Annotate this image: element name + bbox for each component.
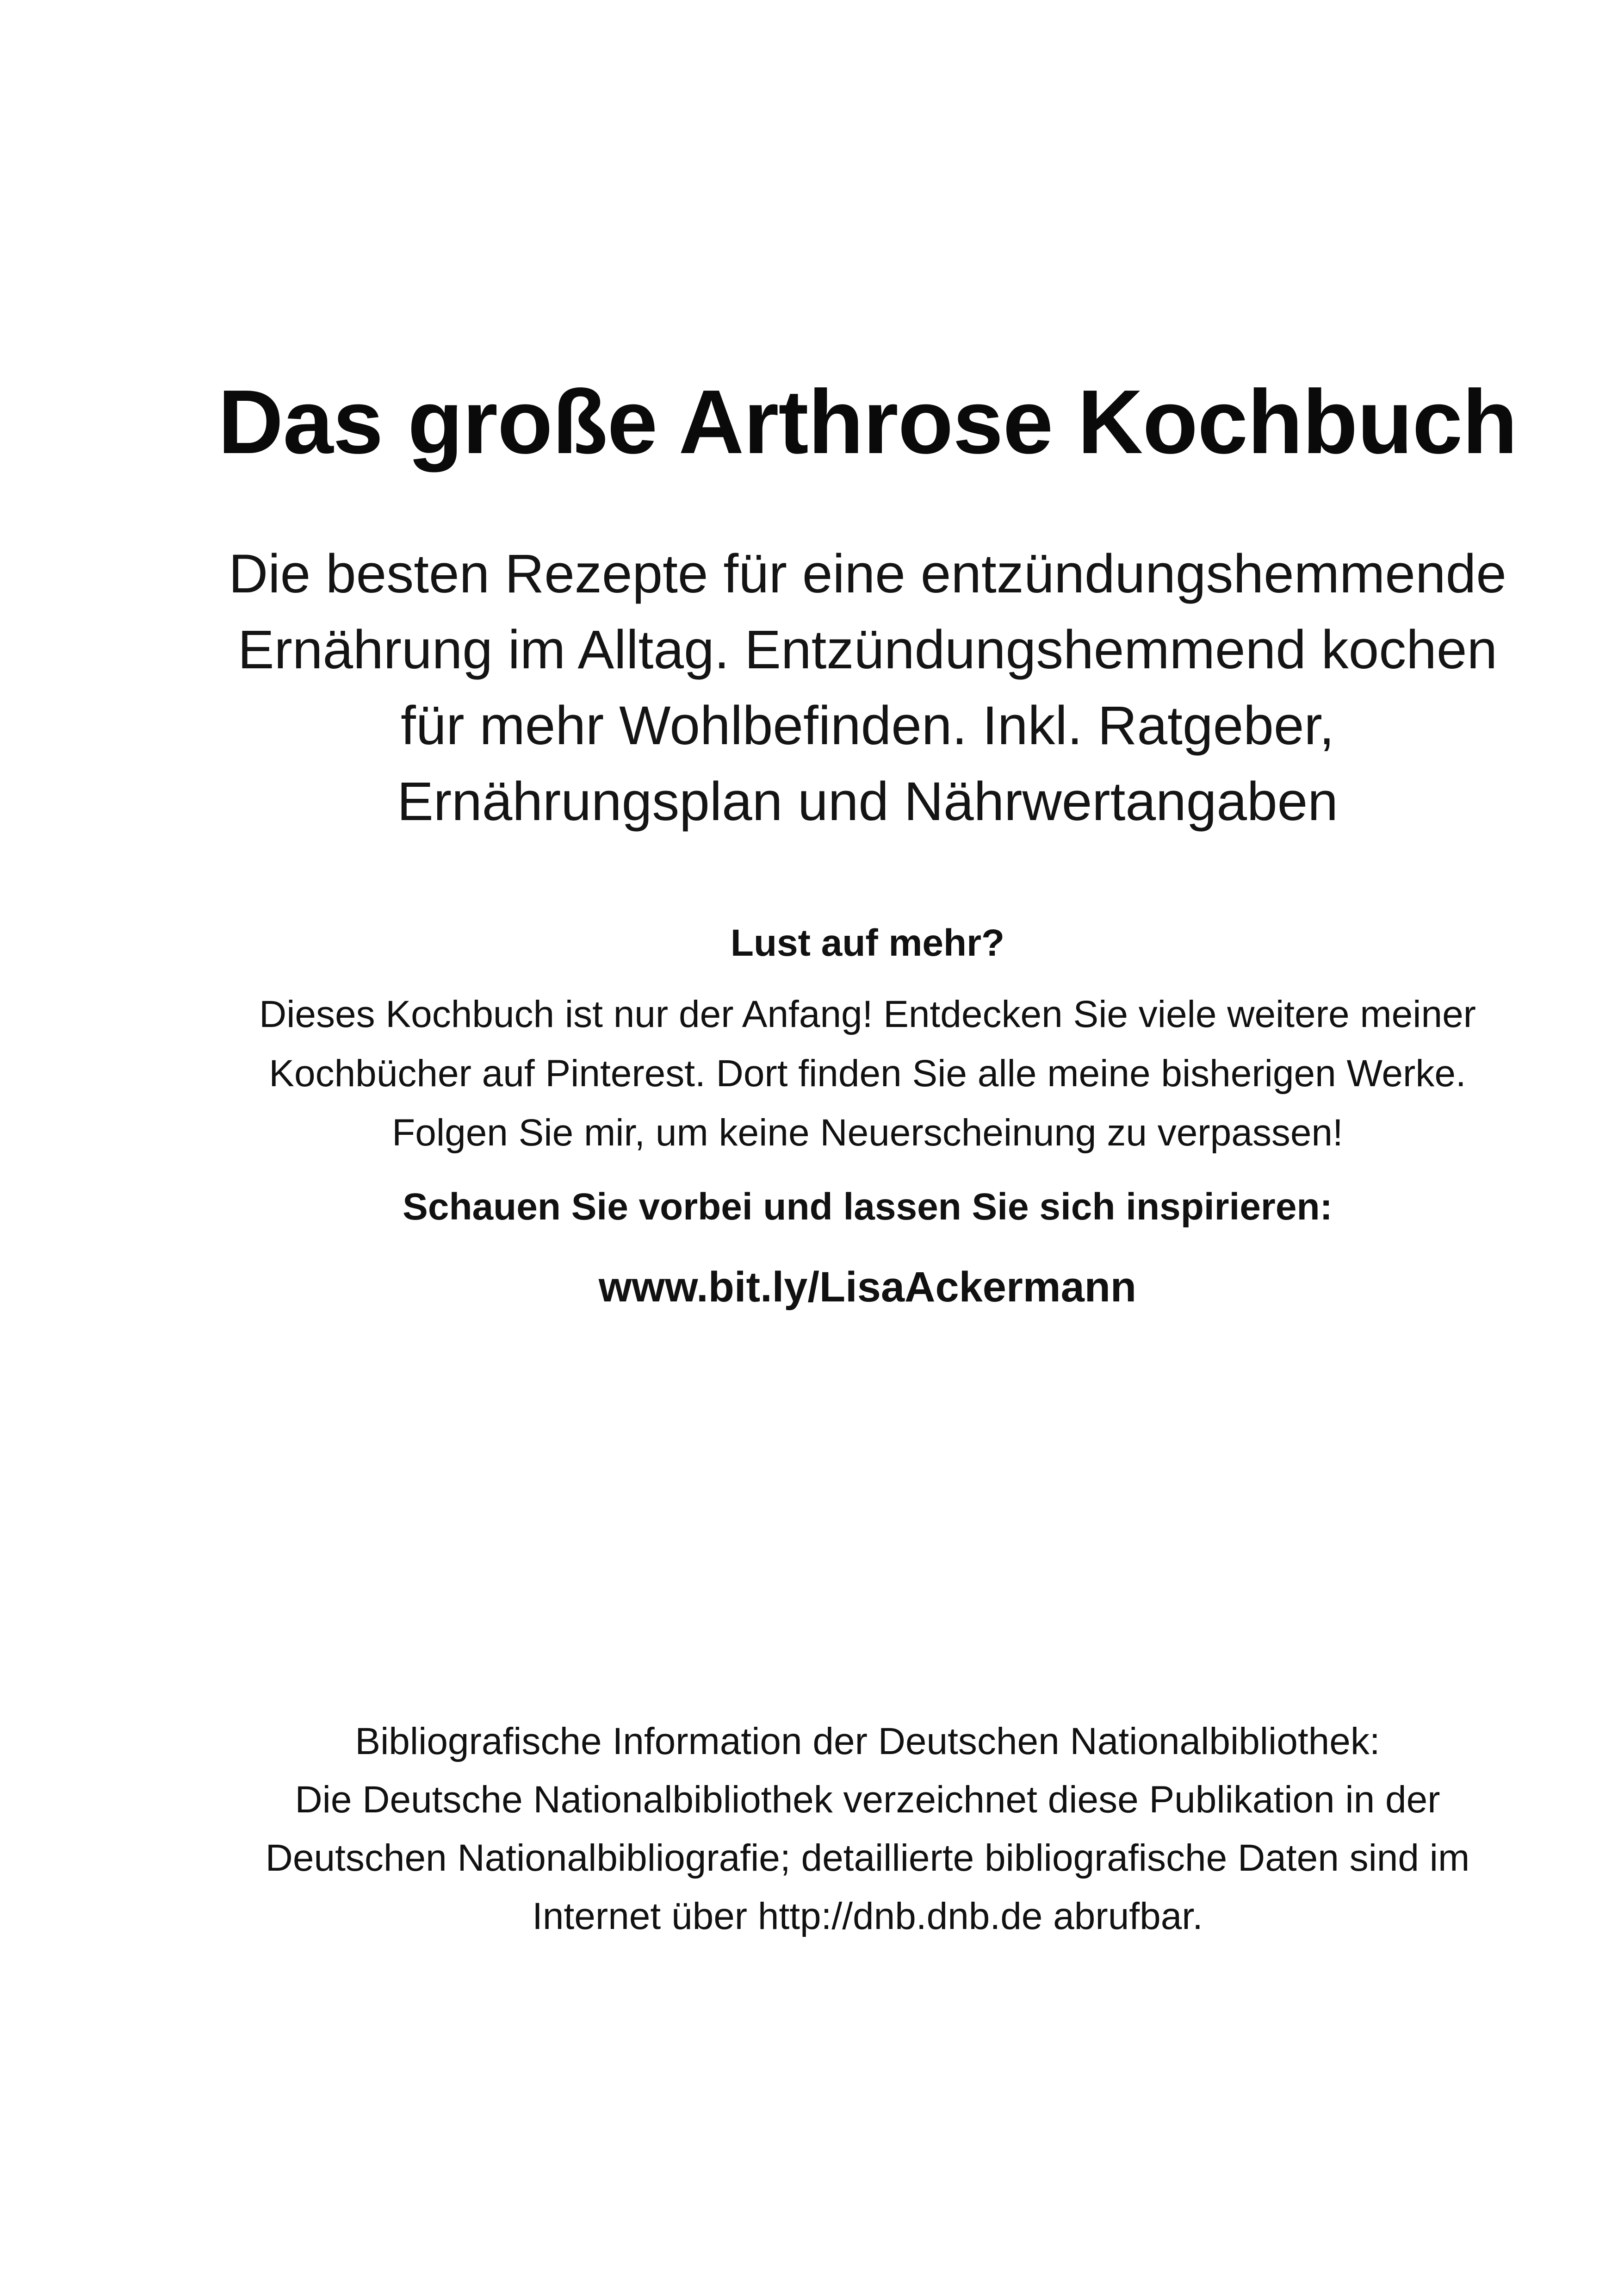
book-subtitle: [185, 536, 1550, 840]
subtitle-line: Die besten Rezepte für eine entzündungshemmende: [229, 543, 1506, 604]
bibliographic-line: Deutschen Nationalbibliografie; detaillierte bibliografische Daten sind im: [265, 1837, 1470, 1879]
pinterest-link[interactable]: www.bit.ly/LisaAckermann: [598, 1263, 1137, 1311]
bibliographic-line: Internet über http://dnb.dnb.de abrufbar.: [532, 1895, 1203, 1937]
promo-call-to-action: Schauen Sie vorbei und lassen Sie sich inspirieren:: [403, 1186, 1333, 1228]
promo-text-line: Kochbücher auf Pinterest. Dort finden Sie alle meine bisherigen Werke.: [269, 1052, 1466, 1095]
bibliographic-line: Bibliografische Information der Deutschen Nationalbibliothek:: [355, 1720, 1380, 1762]
bibliographic-line: Die Deutsche Nationalbibliothek verzeichnet diese Publikation in der: [295, 1779, 1440, 1821]
subtitle-line: für mehr Wohlbefinden. Inkl. Ratgeber,: [400, 695, 1335, 756]
subtitle-line: Ernährungsplan und Nährwertangaben: [397, 771, 1338, 832]
promo-text: [185, 985, 1550, 1163]
bibliographic-information: [185, 1712, 1550, 1946]
book-title: Das große Arthrose Kochbuch: [217, 371, 1518, 473]
subtitle-line: Ernährung im Alltag. Entzündungshemmend kochen: [237, 619, 1498, 680]
promo-text-line: Folgen Sie mir, um keine Neuerscheinung zu verpassen!: [392, 1112, 1343, 1154]
promo-heading: Lust auf mehr?: [730, 922, 1005, 964]
promo-text-line: Dieses Kochbuch ist nur der Anfang! Entdecken Sie viele weitere meiner: [259, 993, 1476, 1035]
